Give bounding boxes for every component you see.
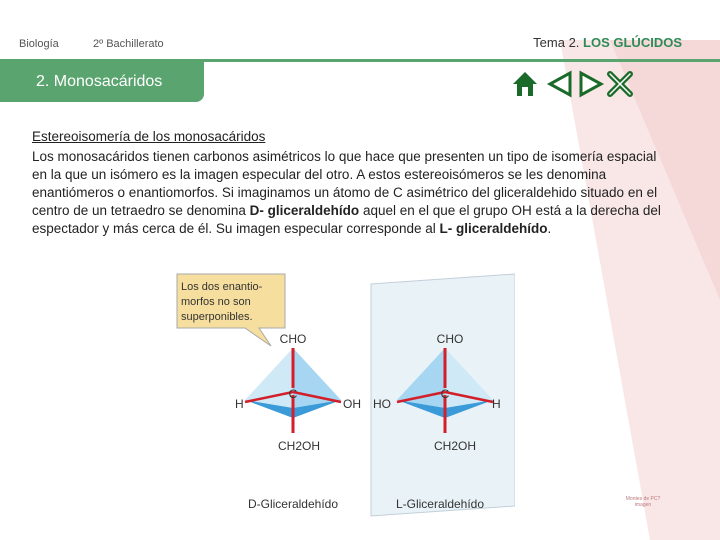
l-center-atom: C [440, 387, 450, 401]
watermark-logo [612, 496, 674, 508]
previous-icon[interactable] [546, 69, 574, 99]
callout-line-3: superponibles. [181, 311, 253, 323]
topic-prefix: Tema 2. [533, 35, 580, 50]
l-label: L-Gliceraldehído [395, 497, 485, 511]
paragraph-part-3: . [547, 221, 552, 236]
l-left-group: HO [373, 397, 391, 411]
enantiomer-diagram [175, 270, 515, 520]
watermark-line-1: Montes de PC? [625, 496, 661, 502]
watermark-line-2: imagen [634, 502, 652, 508]
d-top-group: CHO [279, 332, 307, 346]
d-center-atom: C [288, 387, 298, 401]
d-label: D-Gliceraldehído [247, 497, 339, 511]
d-right-group: OH [343, 397, 361, 411]
d-glyceraldehyde-term: D- gliceraldehído [249, 203, 360, 218]
next-icon[interactable] [577, 69, 605, 99]
section-tab [0, 62, 204, 102]
l-top-group: CHO [436, 332, 464, 346]
navigation-bar [511, 69, 635, 99]
callout-line-2: morfos no son [181, 296, 251, 308]
content-heading: Estereoisomería de los monosacáridos [32, 129, 266, 144]
paragraph-part-1: Los monosacáridos tienen carbonos asimétricos lo que hace que presenten un tipo de isomería espacial en la que un isómero es la imagen especular del otro. A estos estereoisómeros se les denomina enantiómeros o enantiomorfos. Si imaginamos un átomo de C asimétrico del gliceraldehido situado en el centro de un tetraedro se denomina [32, 149, 658, 218]
close-icon[interactable] [606, 69, 634, 99]
paragraph-part-2: aquel en el que el grupo OH está a la derecha del espectador y más cerca de él. Su imagen especular corresponde al [32, 203, 661, 236]
d-left-group: H [235, 397, 244, 411]
subject-label: Biología [19, 38, 59, 50]
callout-line-1: Los dos enantio- [181, 281, 263, 293]
level-label: 2º Bachillerato [93, 38, 164, 50]
l-glyceraldehyde-term: L- gliceraldehído [439, 221, 548, 236]
content-text [32, 128, 672, 238]
l-right-group: H [492, 397, 501, 411]
topic-name: LOS GLÚCIDOS [583, 35, 682, 50]
section-title: 2. Monosacáridos [36, 73, 163, 90]
d-bottom-group: CH2OH [277, 439, 321, 453]
topic-title [533, 35, 682, 50]
home-icon[interactable] [511, 69, 539, 99]
l-bottom-group: CH2OH [433, 439, 477, 453]
